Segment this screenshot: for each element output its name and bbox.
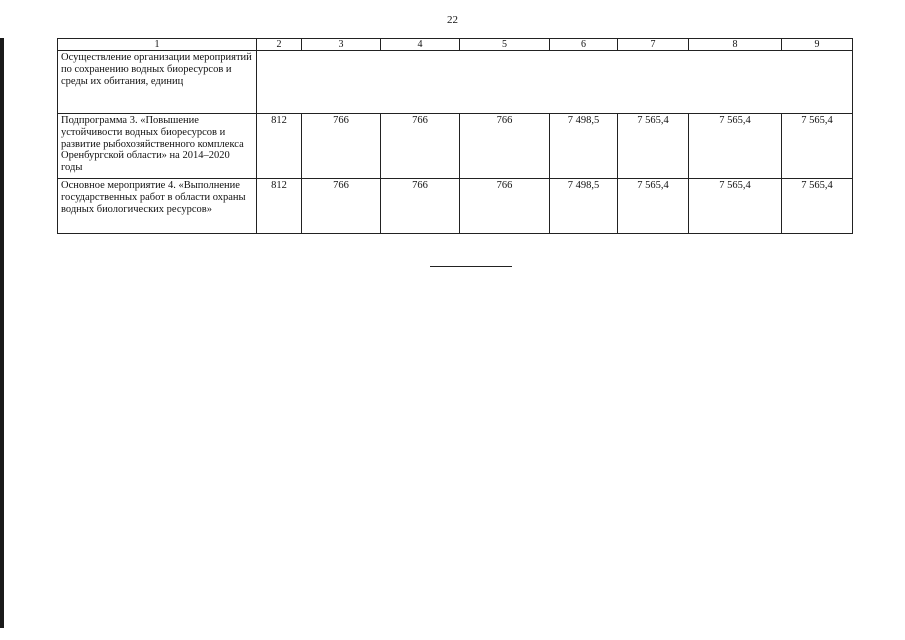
value-cell: 766 <box>302 179 381 234</box>
end-rule-divider <box>430 266 512 267</box>
value-cell: 7 565,4 <box>618 114 689 179</box>
value-cell: 766 <box>381 114 460 179</box>
row-label: Подпрограмма 3. «Повышение устойчивости водных биоресурсов и развитие рыбохозяйственного комплекса Оренбургской области» на 2014–2020 годы <box>58 114 257 179</box>
header-cell: 6 <box>550 39 618 51</box>
row-label: Основное мероприятие 4. «Выполнение государственных работ в области охраны водных биологических ресурсов» <box>58 179 257 234</box>
table-header-row <box>58 39 853 51</box>
value-cell: 7 565,4 <box>689 179 782 234</box>
table-row <box>58 51 853 114</box>
value-cell: 7 498,5 <box>550 179 618 234</box>
value-cell: 7 565,4 <box>782 114 853 179</box>
header-cell: 7 <box>618 39 689 51</box>
value-cell: 766 <box>302 114 381 179</box>
table-row <box>58 179 853 234</box>
value-cell: 812 <box>257 179 302 234</box>
table-row <box>58 114 853 179</box>
header-cell: 4 <box>381 39 460 51</box>
value-cell: 7 498,5 <box>550 114 618 179</box>
header-cell: 2 <box>257 39 302 51</box>
page-number: 22 <box>447 14 458 26</box>
header-cell: 8 <box>689 39 782 51</box>
value-cell: 766 <box>460 179 550 234</box>
value-cell: 7 565,4 <box>782 179 853 234</box>
header-cell: 3 <box>302 39 381 51</box>
value-cell: 766 <box>460 114 550 179</box>
budget-table <box>57 38 853 234</box>
header-cell: 5 <box>460 39 550 51</box>
row-label: Осуществление организации мероприятий по сохранению водных биоресурсов и среды их обитания, единиц <box>58 51 257 114</box>
scan-left-edge <box>0 38 4 628</box>
value-cell: 7 565,4 <box>618 179 689 234</box>
header-cell: 9 <box>782 39 853 51</box>
value-cell: 812 <box>257 114 302 179</box>
empty-merged-cell <box>257 51 853 114</box>
header-cell: 1 <box>58 39 257 51</box>
value-cell: 7 565,4 <box>689 114 782 179</box>
value-cell: 766 <box>381 179 460 234</box>
